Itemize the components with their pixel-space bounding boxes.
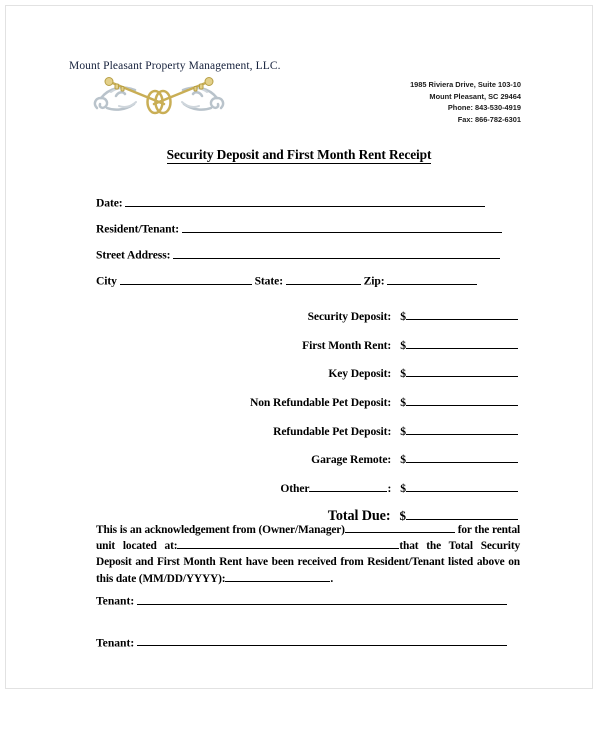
acknowledgement-text-part-4: . <box>330 572 334 585</box>
receipt-date-input-blank[interactable] <box>225 571 330 581</box>
document-page <box>5 5 593 689</box>
city-label: City <box>96 274 117 288</box>
currency-symbol: $ <box>400 424 406 438</box>
contact-info <box>336 79 521 126</box>
amount-row-non-refundable-pet-deposit <box>96 392 518 409</box>
acknowledgement-text-part-3: that the Total Security Deposit and First Month Rent have been received from Resident/Tenant listed above on this date (MM/DD/YYYY): <box>96 540 521 585</box>
currency-symbol: $ <box>400 310 406 324</box>
crossed-keys-flourish-logo-icon <box>89 73 229 117</box>
amount-row-key-deposit <box>96 363 518 380</box>
acknowledgement-text-part-1: This is an acknowledgement from (Owner/Manager) <box>96 524 345 536</box>
tenant-signature-label-2: Tenant: <box>96 636 135 649</box>
first-month-rent-input-blank[interactable] <box>406 335 518 349</box>
non-refundable-pet-deposit-input-blank[interactable] <box>406 392 518 406</box>
currency-symbol: $ <box>400 395 406 409</box>
currency-symbol: $ <box>400 481 406 495</box>
key-deposit-label: Key Deposit: <box>328 367 392 381</box>
tenant-signature-blank-2[interactable] <box>137 636 507 647</box>
currency-symbol: $ <box>400 338 406 352</box>
signature-row-tenant-1 <box>96 594 520 608</box>
amount-row-other <box>96 478 518 495</box>
currency-symbol: $ <box>400 367 406 381</box>
fax-number: Fax: 866-782-6301 <box>457 115 521 125</box>
zip-input-blank[interactable] <box>387 274 477 285</box>
field-row-city-state-zip <box>96 274 516 288</box>
tenant-signature-blank-1[interactable] <box>137 594 507 605</box>
amount-row-security-deposit <box>96 306 518 323</box>
signature-row-tenant-2 <box>96 636 520 650</box>
address-line-1: 1985 Riviera Drive, Suite 103-10 <box>410 80 521 89</box>
security-deposit-input-blank[interactable] <box>406 306 518 320</box>
security-deposit-label: Security Deposit: <box>307 310 392 324</box>
field-row-date <box>96 196 516 210</box>
date-input-blank[interactable] <box>125 196 485 207</box>
rental-unit-address-input-blank[interactable] <box>177 539 399 549</box>
page-title-text: Security Deposit and First Month Rent Receipt <box>166 147 432 162</box>
page-title <box>6 147 592 163</box>
non-refundable-pet-deposit-label: Non Refundable Pet Deposit: <box>249 395 392 409</box>
acknowledgement-text-part-2: for the rental unit located at: <box>96 524 521 553</box>
refundable-pet-deposit-label: Refundable Pet Deposit: <box>273 424 392 438</box>
field-row-resident-tenant <box>96 222 516 236</box>
state-label: State: <box>254 274 283 288</box>
other-colon: : <box>387 481 392 495</box>
phone-number: Phone: 843-530-4919 <box>447 103 521 113</box>
first-month-rent-label: First Month Rent: <box>302 338 392 352</box>
acknowledgement-paragraph <box>96 522 520 587</box>
amount-row-garage-remote <box>96 449 518 466</box>
tenant-info-fields <box>96 196 516 300</box>
tenant-signature-label-1: Tenant: <box>96 594 135 608</box>
amounts-section <box>96 306 518 537</box>
other-label: Other <box>280 481 310 495</box>
city-input-blank[interactable] <box>120 274 252 285</box>
currency-symbol: $ <box>399 508 406 524</box>
resident-tenant-input-blank[interactable] <box>182 222 502 233</box>
zip-label: Zip: <box>363 274 385 288</box>
street-address-label: Street Address: <box>96 248 171 262</box>
document-header <box>6 6 592 125</box>
garage-remote-label: Garage Remote: <box>311 453 392 467</box>
total-due-label: Total Due: <box>327 508 391 525</box>
field-row-street-address <box>96 248 516 262</box>
company-name: Mount Pleasant Property Management, LLC. <box>69 60 281 72</box>
total-due-input-blank[interactable] <box>406 506 518 520</box>
state-input-blank[interactable] <box>286 274 361 285</box>
signature-section <box>96 594 520 677</box>
other-amount-input-blank[interactable] <box>406 478 518 492</box>
key-deposit-input-blank[interactable] <box>406 363 518 377</box>
street-address-input-blank[interactable] <box>173 248 500 259</box>
garage-remote-input-blank[interactable] <box>406 449 518 463</box>
amount-row-refundable-pet-deposit <box>96 420 518 437</box>
amount-row-first-month-rent <box>96 335 518 352</box>
company-branding <box>69 60 281 117</box>
currency-symbol: $ <box>400 453 406 467</box>
date-label: Date: <box>96 196 123 210</box>
other-description-input-blank[interactable] <box>309 478 387 492</box>
owner-manager-input-blank[interactable] <box>345 523 455 533</box>
resident-tenant-label: Resident/Tenant: <box>96 222 180 236</box>
refundable-pet-deposit-input-blank[interactable] <box>406 420 518 434</box>
address-line-2: Mount Pleasant, SC 29464 <box>429 91 521 101</box>
